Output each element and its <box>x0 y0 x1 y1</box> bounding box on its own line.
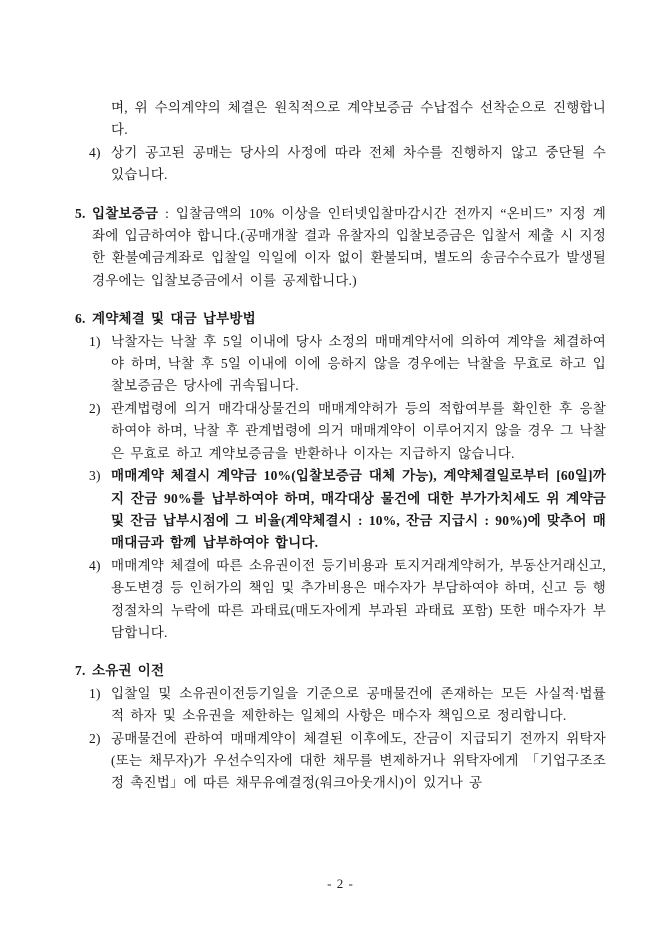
item-text: 공매물건에 관하여 매매계약이 체결된 이후에도, 잔금이 지급되기 전까지 위탁자(또는 채무자)가 우선수익자에 대한 채무를 변제하거나 위탁자에게 「기업구조조정 촉진법」에 따른 채무유예결정(워크아웃개시)이 있거나 공 <box>111 730 606 791</box>
item-text: 낙찰자는 낙찰 후 5일 이내에 당사 소정의 매매계약서에 의하여 계약을 체결하여야 하며, 낙찰 후 5일 이내에 이에 응하지 않을 경우에는 낙찰을 무효로 하고 입찰보증금은 당사에 귀속됩니다. <box>111 333 606 394</box>
section-title: 계약체결 및 대금 납부방법 <box>92 311 256 327</box>
section-title: 소유권 이전 <box>92 663 165 679</box>
item-marker: 1) <box>89 333 101 349</box>
item-marker: 4) <box>89 557 101 573</box>
list-item <box>75 683 606 728</box>
item-marker: 2) <box>89 400 101 416</box>
continuation-paragraph: 며, 위 수의계약의 체결은 원칙적으로 계약보증금 수납접수 선착순으로 진행합니다. <box>111 100 606 138</box>
section-6 <box>75 308 606 644</box>
section-5 <box>75 203 606 293</box>
item-marker: 4) <box>89 144 101 160</box>
section-number: 6. <box>75 311 86 327</box>
item-text: 관계법령에 의거 매각대상물건의 매매계약허가 등의 적합여부를 확인한 후 응찰하여야 하며, 낙찰 후 관계법령에 의거 매매계약이 이루어지지 않을 경우 그 낙찰은 무효로 하고 계약보증금을 반환하나 이자는 지급하지 않습니다. <box>111 400 606 461</box>
section-5-paragraph <box>75 203 606 293</box>
section-7-heading <box>75 660 606 682</box>
list-item <box>75 555 606 645</box>
section-number: 5. <box>75 205 86 221</box>
section-body-text: 입찰금액의 10% 이상을 인터넷입찰마감시간 전까지 “온비드” 지정 계좌에 입금하여야 합니다.(공매개찰 결과 유찰자의 입찰보증금은 입찰서 제출 시 지정한 환불예금계좌로 입찰일 익일에 이자 없이 환불되며, 별도의 송금수수료가 발생될 경우에는 입찰보증금에서 이를 공제합니다.) <box>92 205 606 288</box>
section-6-heading <box>75 308 606 330</box>
item-marker: 1) <box>89 685 101 701</box>
document-body <box>75 97 606 795</box>
section-title-separator: : <box>158 205 176 221</box>
item-text: 매매계약 체결시 계약금 10%(입찰보증금 대체 가능), 계약체결일로부터 [60일]까지 잔금 90%를 납부하여야 하며, 매각대상 물건에 대한 부가가치세도 위 계약금 및 잔금 납부시점에 그 비율(계약체결시 : 10%, 잔금 지급시 : 90%)에 맞추어 매매대금과 함께 납부하여야 합니다. <box>111 468 606 551</box>
list-item <box>75 142 606 187</box>
item-text: 입찰일 및 소유권이전등기일을 기준으로 공매물건에 존재하는 모든 사실적·법률적 하자 및 소유권을 제한하는 일체의 사항은 매수자 책임으로 정리합니다. <box>111 685 606 724</box>
list-item-emphasized <box>75 465 606 555</box>
item-marker: 3) <box>89 468 101 484</box>
item-text: 매매계약 체결에 따른 소유권이전 등기비용과 토지거래계약허가, 부동산거래신고, 용도변경 등 인허가의 책임 및 추가비용은 매수자가 부담하여야 하며, 신고 등 행정절차의 누락에 따른 과태료(매도자에게 부과된 과태료 포함) 또한 매수자가 부담합니다. <box>111 557 606 640</box>
item-marker: 2) <box>89 730 101 746</box>
page-number: - 2 - <box>327 876 354 891</box>
list-item <box>75 398 606 465</box>
section-number: 7. <box>75 663 86 679</box>
list-item <box>75 728 606 795</box>
item-text: 상기 공고된 공매는 당사의 사정에 따라 전체 차수를 진행하지 않고 중단될 수 있습니다. <box>111 144 606 183</box>
list-item <box>75 331 606 398</box>
section-7 <box>75 660 606 794</box>
section-title: 입찰보증금 <box>92 205 159 221</box>
